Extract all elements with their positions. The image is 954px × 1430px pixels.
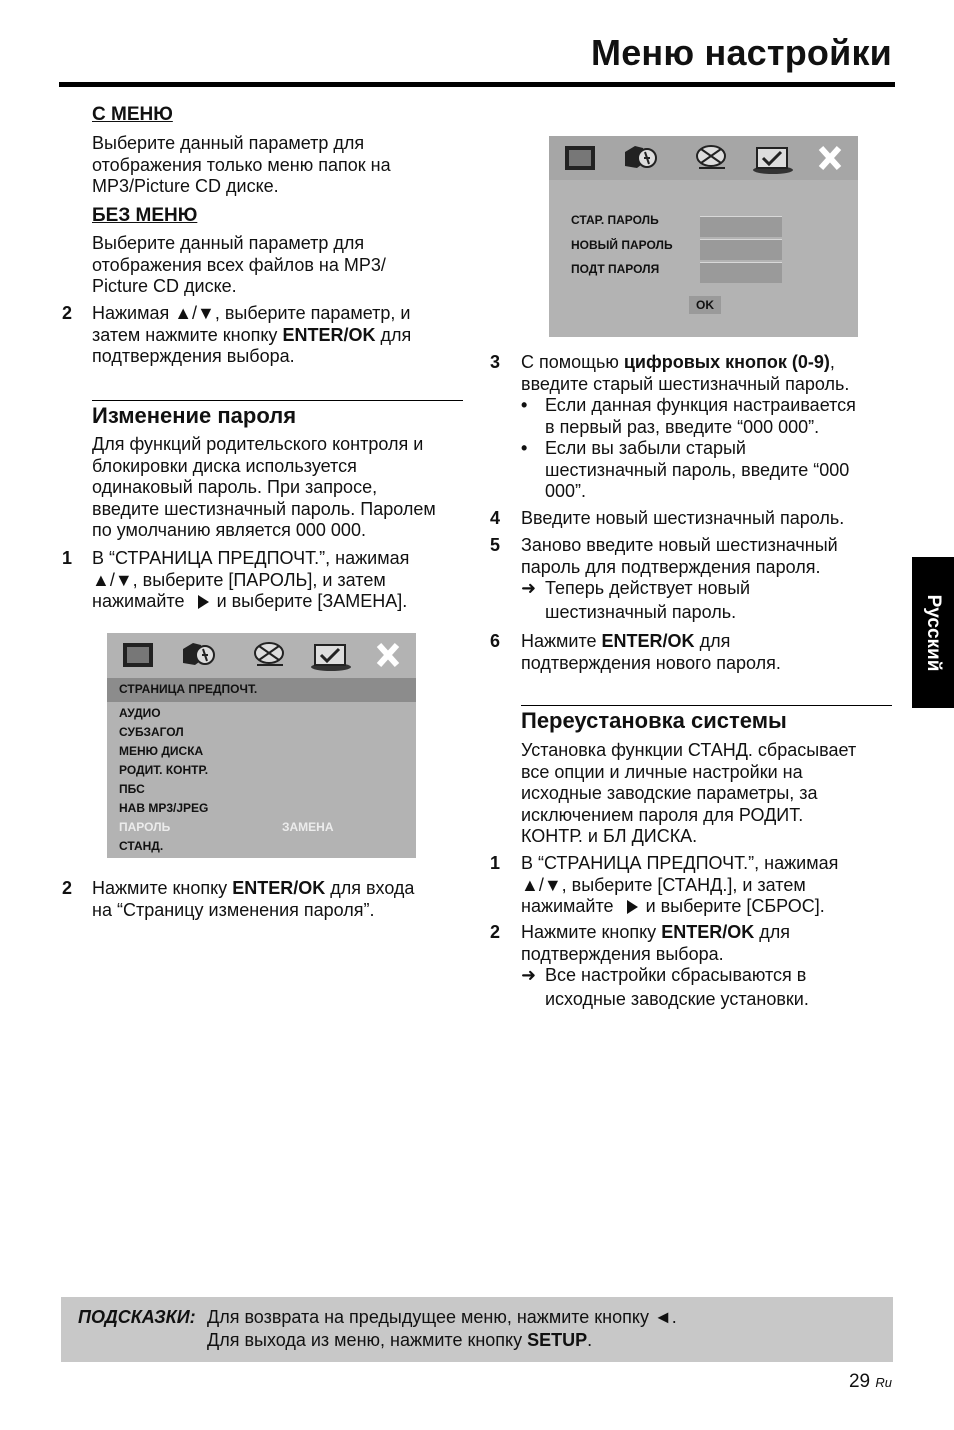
digit-buttons-label: цифровых кнопок (0-9) (623, 352, 830, 372)
reset-section-text (521, 740, 856, 848)
text-line: Все настройки сбрасываются в (545, 965, 807, 985)
text-line: отображения всех файлов на MP3/ (92, 254, 386, 275)
text-span: и выберите [ЗАМЕНА]. (216, 591, 408, 611)
preference-icon (311, 645, 351, 671)
menu-item-pbc[interactable]: ПБС (119, 782, 145, 796)
bullet-dot: • (521, 438, 528, 458)
text-line: введите шестизначный пароль. Паролем (92, 498, 436, 519)
page-number (849, 1371, 892, 1393)
text-line: на “Страницу изменения пароля”. (92, 899, 375, 920)
language-side-tab (912, 557, 954, 708)
bez-menu-text (92, 233, 386, 298)
play-right-icon (627, 900, 638, 914)
password-section-text (92, 434, 436, 542)
text-line: шестизначный пароль. (545, 601, 737, 622)
text-line: введите старый шестизначный пароль. (521, 373, 850, 394)
menu-icon-bar (549, 136, 858, 180)
bullet-2-text (545, 438, 849, 503)
text-line (521, 922, 790, 944)
menu-header-label: СТРАНИЦА ПРЕДПОЧТ. (119, 682, 258, 696)
text-line: ▲/▼, выберите [СТАНД.], и затем (521, 874, 806, 895)
text-span: Нажмите кнопку (521, 922, 662, 942)
step-2-text (92, 303, 411, 368)
arrow-right-icon: ➜ (521, 965, 537, 985)
tips-box (61, 1297, 893, 1362)
text-span: и выберите [СБРОС]. (645, 896, 825, 916)
page-lang: Ru (875, 1375, 892, 1390)
tips-label: ПОДСКАЗКИ: (78, 1307, 196, 1327)
menu-item-password-value[interactable]: ЗАМЕНА (282, 820, 334, 834)
menu-item-default[interactable]: СТАНД. (119, 839, 164, 853)
reset-section-heading: Переустановка системы (521, 708, 787, 733)
text-line: блокировки диска используется (92, 455, 357, 476)
step-5-text (521, 535, 838, 578)
text-line: MP3/Picture CD диске. (92, 176, 279, 196)
setup-label: SETUP (527, 1330, 588, 1350)
text-span: Для выхода из меню, нажмите кнопку (207, 1330, 528, 1350)
step-5-result (545, 578, 750, 623)
menu-item-subtitle[interactable]: СУБЗАГОЛ (119, 725, 184, 739)
text-line: все опции и личные настройки на (521, 761, 803, 782)
c-menu-text (92, 133, 391, 198)
step-number: 1 (490, 853, 501, 873)
text-line: исходные заводские параметры, за (521, 783, 818, 803)
text-line: В “СТРАНИЦА ПРЕДПОЧТ.”, нажимая (92, 548, 410, 568)
text-span: затем нажмите кнопку (92, 324, 283, 345)
text-line (521, 352, 849, 374)
text-line: Если данная функция настраивается (545, 395, 856, 415)
ok-button[interactable]: OK (689, 296, 721, 314)
step-3-text (521, 352, 849, 395)
text-span: для входа (325, 878, 415, 898)
tips-line-1: Для возврата на предыдущее меню, нажмите кнопку ◄. (207, 1307, 677, 1327)
old-password-label: СТАР. ПАРОЛЬ (571, 213, 659, 227)
text-line: подтверждения выбора. (521, 943, 724, 964)
menu-item-parental[interactable]: РОДИТ. КОНТР. (119, 763, 209, 777)
enter-ok-label: ENTER/OK (282, 324, 376, 345)
text-line: шестизначный пароль, введите “000 (545, 459, 850, 480)
title-rule (59, 82, 895, 87)
menu-icons-svg (549, 136, 858, 180)
text-span: для (375, 324, 412, 345)
text-line: исходные заводские установки. (545, 988, 809, 1009)
display-icon (123, 643, 153, 667)
menu-item-mp3-nav[interactable]: НАВ MP3/JPEG (119, 801, 209, 815)
text-line: по умолчанию является 000 000. (92, 520, 366, 540)
text-line: Picture CD диске. (92, 276, 237, 296)
step-number: 2 (62, 303, 73, 323)
text-line: ▲/▼, выберите [ПАРОЛЬ], и затем (92, 569, 386, 590)
text-line: Если вы забыли старый (545, 438, 746, 458)
step-number: 3 (490, 352, 501, 372)
step-number: 5 (490, 535, 501, 555)
text-span: нажимайте (92, 591, 185, 611)
text-span: Нажмите (521, 631, 602, 651)
text-line: исключением пароля для РОДИТ. (521, 804, 804, 825)
text-line: В “СТРАНИЦА ПРЕДПОЧТ.”, нажимая (521, 853, 839, 873)
text-line: Установка функции СТАНД. сбрасывает (521, 740, 857, 760)
text-span: , (829, 352, 835, 372)
menu-icons-svg (107, 633, 416, 677)
menu-item-password[interactable]: ПАРОЛЬ (119, 820, 171, 834)
enter-ok-label: ENTER/OK (601, 631, 695, 651)
old-password-field[interactable] (700, 216, 782, 237)
close-icon (379, 645, 397, 665)
section-rule (92, 400, 463, 401)
text-line (92, 878, 414, 900)
preference-icon (753, 148, 793, 174)
text-line: Выберите данный параметр для (92, 233, 365, 253)
new-password-field[interactable] (700, 239, 782, 260)
enter-ok-label: ENTER/OK (232, 878, 326, 898)
text-line (521, 631, 781, 653)
text-line: подтверждения выбора. (92, 346, 295, 366)
confirm-password-label: ПОДТ ПАРОЛЯ (571, 262, 660, 276)
text-line: 000”. (545, 481, 587, 501)
menu-icon-bar (107, 633, 416, 677)
language-side-tab-label: Русский (923, 594, 944, 671)
step-2b-text (92, 878, 414, 921)
new-password-label: НОВЫЙ ПАРОЛЬ (571, 238, 673, 252)
close-icon (821, 148, 839, 168)
step-number: 2 (490, 922, 501, 942)
page-title: Меню настройки (591, 32, 892, 73)
menu-item-audio[interactable]: АУДИО (119, 706, 161, 720)
text-line: одинаковый пароль. При запросе, (92, 477, 378, 497)
text-line: КОНТР. и БЛ ДИСКА. (521, 826, 698, 846)
display-icon (565, 146, 595, 170)
menu-item-disc-menu[interactable]: МЕНЮ ДИСКА (119, 744, 204, 758)
tips-line-2 (207, 1330, 592, 1352)
subtitle-icon (255, 643, 283, 665)
reset-step-2-result (545, 965, 809, 1010)
text-line (521, 896, 838, 918)
text-line: Теперь действует новый (545, 578, 751, 598)
section-rule (521, 705, 892, 706)
text-line: Нажимая ▲/▼, выберите параметр, и (92, 303, 411, 323)
arrow-right-icon: ➜ (521, 578, 537, 598)
c-menu-heading: С МЕНЮ (92, 104, 173, 125)
bullet-dot: • (521, 395, 528, 415)
text-line: подтверждения нового пароля. (521, 652, 781, 673)
text-line (92, 591, 409, 613)
step-6-text (521, 631, 781, 674)
step-number: 2 (62, 878, 73, 898)
confirm-password-field[interactable] (700, 262, 782, 283)
password-section-heading: Изменение пароля (92, 403, 297, 428)
audio-icon (183, 643, 214, 665)
password-menu-screen (549, 136, 858, 337)
text-span: С помощью (521, 352, 624, 372)
play-right-icon (198, 595, 209, 609)
step-1-text (92, 548, 409, 613)
preference-menu-screen (107, 633, 416, 858)
step-4-text: Введите новый шестизначный пароль. (521, 508, 845, 528)
step-number: 1 (62, 548, 73, 568)
enter-ok-label: ENTER/OK (661, 922, 755, 942)
text-span: Нажмите кнопку (92, 878, 233, 898)
text-line: Заново введите новый шестизначный (521, 535, 838, 555)
text-span: для (754, 922, 790, 942)
text-line: отображения только меню папок на (92, 154, 391, 175)
reset-step-2-text (521, 922, 790, 965)
bullet-1-text (545, 395, 856, 438)
step-number: 4 (490, 508, 501, 528)
text-span: . (587, 1330, 593, 1350)
subtitle-icon (697, 146, 725, 168)
step-number: 6 (490, 631, 501, 651)
text-line: Для функций родительского контроля и (92, 434, 424, 454)
text-line (92, 325, 411, 347)
reset-step-1-text (521, 853, 838, 918)
page-number-value: 29 (848, 1371, 871, 1392)
text-line: в первый раз, введите “000 000”. (545, 416, 820, 437)
text-line: Выберите данный параметр для (92, 133, 365, 153)
text-span: для (694, 631, 731, 651)
audio-icon (625, 146, 656, 168)
text-span: нажимайте (521, 896, 614, 916)
text-line: пароль для подтверждения пароля. (521, 556, 821, 577)
bez-menu-heading: БЕЗ МЕНЮ (92, 205, 198, 226)
